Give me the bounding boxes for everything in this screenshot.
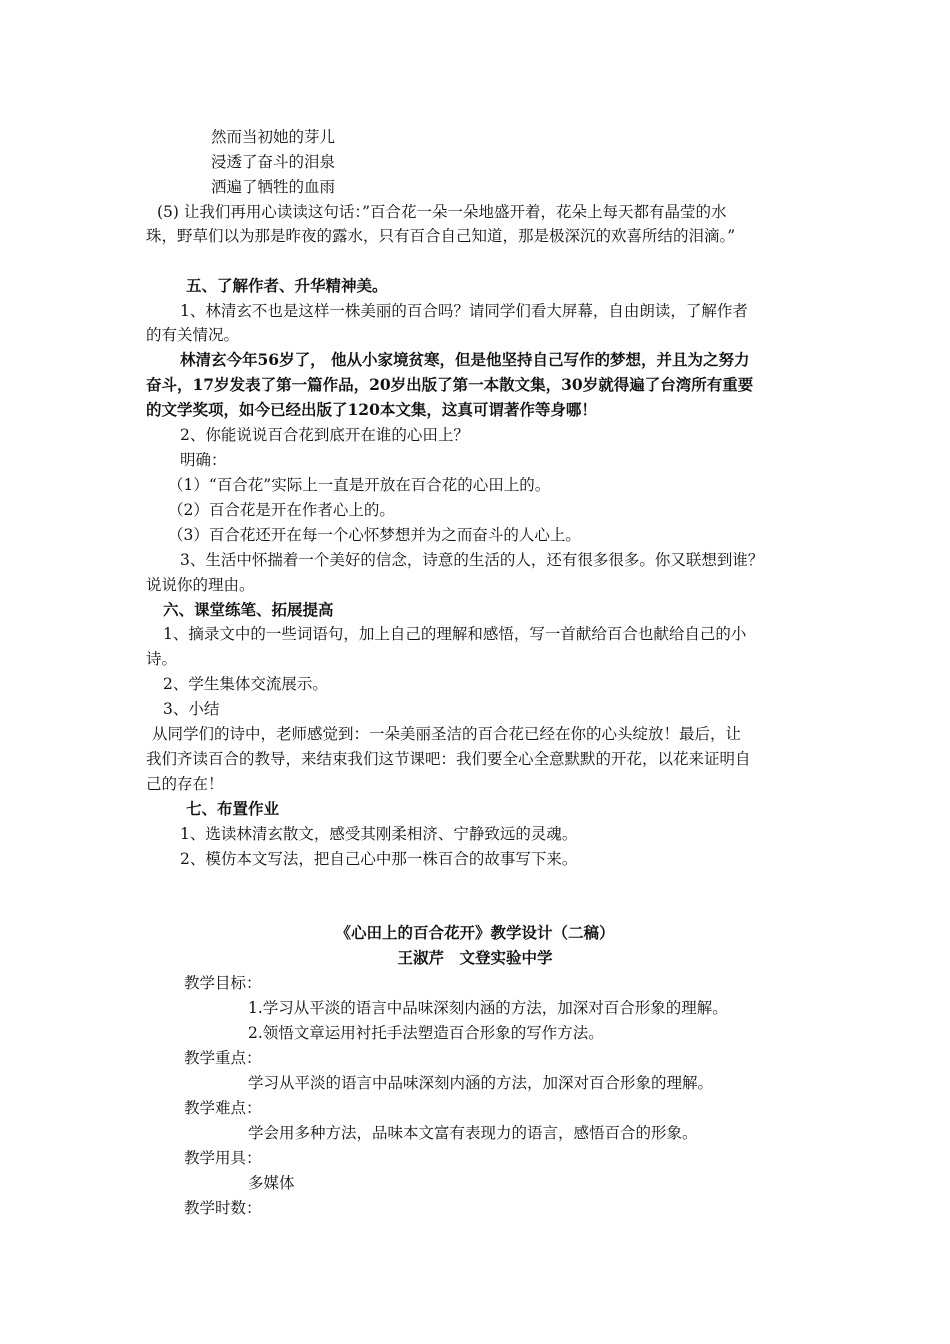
- paragraph-line: 3、小结: [163, 700, 220, 718]
- field-label: 教学用具：: [184, 1149, 262, 1167]
- bio-line: 林清玄今年56岁了， 他从小家境贫寒，但是他坚持自己写作的梦想，并且为之努力: [180, 350, 750, 369]
- author-line: 王淑芹 文登实验中学: [397, 948, 553, 967]
- answer-line: （3）百合花还开在每一个心怀梦想并为之而奋斗的人心上。: [168, 526, 581, 544]
- field-label: 教学目标：: [184, 974, 262, 992]
- field-value: 学习从平淡的语言中品味深刻内涵的方法，加深对百合形象的理解。: [248, 1074, 714, 1092]
- document-title: 《心田上的百合花开》教学设计（二稿）: [335, 923, 615, 942]
- field-label: 教学重点：: [184, 1049, 262, 1067]
- paragraph-line: 1、摘录文中的一些词语句，加上自己的理解和感悟，写一首献给百合也献给自己的小: [163, 625, 747, 643]
- field-value: 多媒体: [248, 1174, 295, 1192]
- field-label: 教学难点：: [184, 1099, 262, 1117]
- bio-line: 的文学奖项，如今已经出版了120本文集，这真可谓著作等身哪！: [146, 400, 597, 419]
- paragraph-line: 从同学们的诗中，老师感觉到：一朵美丽圣洁的百合花已经在你的心头绽放！最后，让: [152, 725, 742, 743]
- paragraph-line: 诗。: [146, 650, 178, 668]
- paragraph-line: 3、生活中怀揣着一个美好的信念，诗意的生活的人，还有很多很多。你又联想到谁？: [180, 551, 764, 569]
- goal-item: 2.领悟文章运用衬托手法塑造百合形象的写作方法。: [248, 1024, 604, 1042]
- paragraph-line: 2、学生集体交流展示。: [163, 675, 328, 693]
- answer-line: （1）“百合花”实际上一直是开放在百合花的心田上的。: [168, 476, 551, 494]
- poem-line: 浸透了奋斗的泪泉: [211, 153, 336, 171]
- paragraph-line: 1、林清玄不也是这样一株美丽的百合吗？请同学们看大屏幕，自由朗读，了解作者: [180, 302, 748, 320]
- paragraph-line: 2、你能说说百合花到底开在谁的心田上？: [180, 426, 469, 444]
- answer-line: （2）百合花是开在作者心上的。: [168, 501, 395, 519]
- section-heading: 七、布置作业: [186, 799, 280, 818]
- paragraph-line: 2、模仿本文写法，把自己心中那一株百合的故事写下来。: [180, 850, 578, 868]
- field-value: 学会用多种方法，品味本文富有表现力的语言，感悟百合的形象。: [248, 1124, 698, 1142]
- paragraph-line: (5) 让我们再用心读读这句话：”百合花一朵一朵地盛开着，花朵上每天都有晶莹的水: [157, 203, 727, 221]
- paragraph-line: 1、选读林清玄散文，感受其刚柔相济、宁静致远的灵魂。: [180, 825, 578, 843]
- label: 明确：: [180, 451, 227, 469]
- bio-line: 奋斗，17岁发表了第一篇作品，20岁出版了第一本散文集，30岁就得遍了台湾所有重要: [146, 375, 754, 394]
- paragraph-line: 说说你的理由。: [146, 576, 255, 594]
- goal-item: 1.学习从平淡的语言中品味深刻内涵的方法，加深对百合形象的理解。: [248, 999, 728, 1017]
- section-heading: 五、了解作者、升华精神美。: [186, 276, 388, 295]
- paragraph-line: 我们齐读百合的教导，来结束我们这节课吧：我们要全心全意默默的开花，以花来证明自: [146, 750, 751, 768]
- section-heading: 六、课堂练笔、拓展提高: [163, 600, 334, 619]
- poem-line: 洒遍了牺牲的血雨: [211, 178, 336, 196]
- paragraph-line: 的有关情况。: [146, 326, 240, 344]
- poem-line: 然而当初她的芽儿: [211, 128, 336, 146]
- paragraph-line: 己的存在！: [146, 775, 224, 793]
- field-label: 教学时数：: [184, 1199, 262, 1217]
- paragraph-line: 珠，野草们以为那是昨夜的露水，只有百合自己知道，那是极深沉的欢喜所结的泪滴。”: [146, 227, 736, 245]
